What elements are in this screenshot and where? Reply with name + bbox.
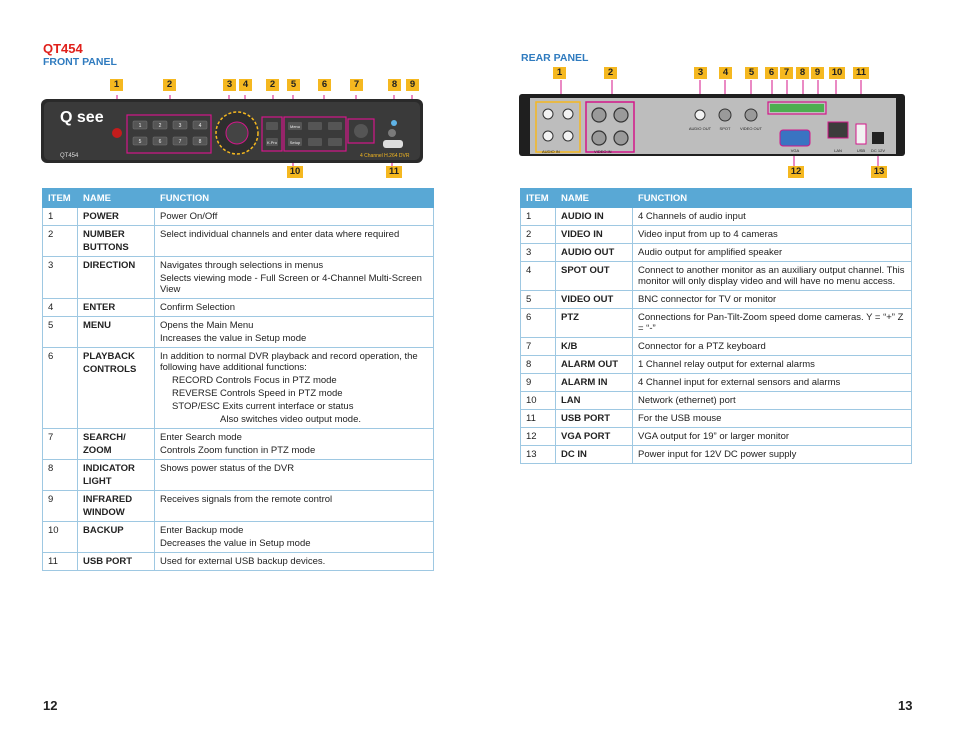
function-text: Audio output for amplified speaker [638, 247, 783, 258]
item-cell: 8 [43, 460, 78, 491]
name-cell [78, 491, 155, 522]
name-text: AUDIO IN [561, 211, 604, 222]
function-cell [633, 244, 912, 262]
name-text: AUDIO OUT [561, 247, 615, 258]
name-text: LIGHT [83, 476, 112, 487]
name-cell [556, 356, 633, 374]
callout: 2 [163, 79, 176, 91]
front-panel-diagram [40, 95, 424, 169]
function-cell [155, 257, 434, 299]
indicator-light [391, 120, 397, 126]
item-cell: 7 [521, 338, 556, 356]
callout: 11 [386, 166, 402, 178]
item-cell: 6 [43, 348, 78, 429]
callout: 3 [223, 79, 236, 91]
name-cell [556, 446, 633, 464]
item-cell: 12 [521, 428, 556, 446]
svg-text:AUDIO OUT: AUDIO OUT [688, 126, 712, 131]
item-cell: 9 [521, 374, 556, 392]
svg-text:1: 1 [138, 123, 142, 129]
function-text: 1 Channel relay output for external alarms [638, 359, 815, 370]
svg-text:Setup: Setup [289, 140, 301, 145]
function-text: Connections for Pan-Tilt-Zoom speed dome cameras. Y = “+” Z = “-” [638, 312, 904, 334]
table-row [43, 317, 434, 348]
function-text: Power input for 12V DC power supply [638, 449, 797, 460]
name-cell [78, 317, 155, 348]
function-cell [633, 309, 912, 338]
function-cell [155, 317, 434, 348]
function-text: Shows power status of the DVR [160, 463, 295, 474]
item-cell: 4 [521, 262, 556, 291]
table-row [521, 410, 912, 428]
callout: 7 [780, 67, 793, 79]
name-cell [556, 262, 633, 291]
table-row [43, 299, 434, 317]
name-text: MENU [83, 320, 111, 331]
callout: 11 [853, 67, 869, 79]
function-text: Enter Search mode [160, 432, 242, 443]
name-cell [78, 348, 155, 429]
function-cell [155, 226, 434, 257]
model-title: QT454 [43, 41, 83, 56]
function-text: Connect to another monitor as an auxiliary output channel. This monitor will only display video and will have no menu access. [638, 265, 905, 287]
item-cell: 6 [521, 309, 556, 338]
name-text: NUMBER [83, 229, 125, 240]
function-cell [155, 348, 434, 429]
svg-text:DC 12V: DC 12V [870, 148, 886, 153]
callout: 9 [406, 79, 419, 91]
table-row [43, 553, 434, 571]
item-cell: 2 [521, 226, 556, 244]
callout: 12 [788, 166, 804, 178]
header-name: NAME [78, 189, 155, 208]
callout: 3 [694, 67, 707, 79]
svg-text:7: 7 [178, 139, 182, 145]
function-text: Confirm Selection [160, 302, 235, 313]
table-row [521, 428, 912, 446]
name-text: ALARM IN [561, 377, 608, 388]
name-cell [556, 374, 633, 392]
table-row [521, 392, 912, 410]
svg-text:VIDEO OUT: VIDEO OUT [739, 126, 763, 131]
function-text: Power On/Off [160, 211, 218, 222]
name-text: K/B [561, 341, 578, 352]
name-cell [78, 429, 155, 460]
name-cell [78, 460, 155, 491]
svg-text:2: 2 [158, 123, 162, 129]
function-text: BNC connector for TV or monitor [638, 294, 777, 305]
function-text: 4 Channels of audio input [638, 211, 746, 222]
function-cell [633, 356, 912, 374]
item-cell: 10 [521, 392, 556, 410]
function-text: Video input from up to 4 cameras [638, 229, 778, 240]
svg-text:8: 8 [198, 139, 202, 145]
function-text: RECORD Controls Focus in PTZ mode [172, 375, 337, 386]
function-cell [155, 491, 434, 522]
svg-text:VGA: VGA [790, 148, 800, 153]
name-text: DIRECTION [83, 260, 136, 271]
svg-text:AUDIO IN: AUDIO IN [542, 149, 560, 154]
function-text: VGA output for 19” or larger monitor [638, 431, 790, 442]
svg-text:Menu: Menu [289, 124, 301, 129]
function-text: Navigates through selections in menus [160, 260, 324, 271]
table-row [521, 338, 912, 356]
svg-text:3: 3 [178, 123, 182, 129]
name-text: ZOOM [83, 445, 112, 456]
infrared-window [388, 129, 396, 137]
table-row [43, 429, 434, 460]
page-number: 12 [43, 698, 58, 713]
function-cell [155, 208, 434, 226]
function-cell [633, 410, 912, 428]
function-text: Controls Zoom function in PTZ mode [160, 445, 316, 456]
function-cell [633, 374, 912, 392]
function-text: Decreases the value in Setup mode [160, 538, 311, 549]
item-cell: 3 [43, 257, 78, 299]
table-row [521, 208, 912, 226]
table-row [521, 309, 912, 338]
table-row [43, 348, 434, 429]
function-cell [155, 522, 434, 553]
name-text: BACKUP [83, 525, 124, 536]
name-text: LAN [561, 395, 581, 406]
function-cell [633, 262, 912, 291]
item-cell: 11 [521, 410, 556, 428]
svg-text:VIDEO IN: VIDEO IN [594, 149, 612, 154]
table-row [43, 522, 434, 553]
name-cell [78, 522, 155, 553]
name-cell [556, 291, 633, 309]
header-item: ITEM [521, 189, 556, 208]
function-text: Enter Backup mode [160, 525, 244, 536]
svg-text:5: 5 [138, 139, 142, 145]
function-cell [155, 553, 434, 571]
function-text: Selects viewing mode - Full Screen or 4-Channel Multi-Screen View [160, 273, 422, 295]
function-cell [633, 226, 912, 244]
function-text: Receives signals from the remote control [160, 494, 333, 505]
search-button[interactable] [354, 124, 368, 138]
name-cell [78, 299, 155, 317]
callout: 4 [239, 79, 252, 91]
function-cell [633, 428, 912, 446]
function-cell [633, 338, 912, 356]
table-row [43, 226, 434, 257]
name-cell [556, 226, 633, 244]
item-cell: 1 [43, 208, 78, 226]
item-cell: 5 [43, 317, 78, 348]
svg-text:4: 4 [198, 123, 202, 129]
function-cell [633, 446, 912, 464]
name-text: POWER [83, 211, 119, 222]
item-cell: 13 [521, 446, 556, 464]
item-cell: 4 [43, 299, 78, 317]
callout: 7 [350, 79, 363, 91]
table-row [43, 257, 434, 299]
usb-port[interactable] [383, 140, 403, 148]
name-text: BUTTONS [83, 242, 129, 253]
function-text: 4 Channel input for external sensors and alarms [638, 377, 841, 388]
name-text: SEARCH/ [83, 432, 126, 443]
name-text: ALARM OUT [561, 359, 618, 370]
callout: 2 [604, 67, 617, 79]
function-cell [633, 208, 912, 226]
function-cell [633, 392, 912, 410]
name-text: PTZ [561, 312, 579, 323]
name-text: CONTROLS [83, 364, 137, 375]
item-cell: 8 [521, 356, 556, 374]
function-cell [155, 429, 434, 460]
name-text: SPOT OUT [561, 265, 610, 276]
name-cell [556, 410, 633, 428]
name-text: USB PORT [83, 556, 133, 567]
qsee-logo: Q see [60, 109, 104, 126]
function-text: STOP/ESC Exits current interface or status [172, 401, 354, 412]
callout: 5 [287, 79, 300, 91]
name-cell [78, 226, 155, 257]
callout: 8 [388, 79, 401, 91]
item-cell: 3 [521, 244, 556, 262]
name-cell [78, 553, 155, 571]
callout: 1 [110, 79, 123, 91]
table-row [521, 291, 912, 309]
name-text: PLAYBACK [83, 351, 135, 362]
function-cell [155, 299, 434, 317]
svg-text:SPOT: SPOT [719, 126, 731, 131]
table-row [43, 460, 434, 491]
name-cell [556, 309, 633, 338]
name-cell [556, 338, 633, 356]
callout: 8 [796, 67, 809, 79]
name-text: USB PORT [561, 413, 611, 424]
name-cell [78, 257, 155, 299]
item-cell: 1 [521, 208, 556, 226]
name-text: VIDEO IN [561, 229, 603, 240]
name-text: VIDEO OUT [561, 294, 614, 305]
svg-text:6: 6 [158, 139, 162, 145]
item-cell: 9 [43, 491, 78, 522]
page-number: 13 [898, 698, 913, 713]
function-cell [633, 291, 912, 309]
name-text: INDICATOR [83, 463, 135, 474]
function-text: REVERSE Controls Speed in PTZ mode [172, 388, 343, 399]
front-panel-table [42, 188, 434, 571]
callout: 9 [811, 67, 824, 79]
item-cell: 5 [521, 291, 556, 309]
callout: 1 [553, 67, 566, 79]
callout: 10 [287, 166, 303, 178]
item-cell: 2 [43, 226, 78, 257]
header-function: FUNCTION [155, 189, 434, 208]
svg-text:K.Pro: K.Pro [266, 140, 278, 145]
power-button[interactable] [112, 128, 122, 138]
function-text: Opens the Main Menu [160, 320, 254, 331]
rear-panel-heading: REAR PANEL [521, 52, 589, 64]
table-row [521, 244, 912, 262]
header-item: ITEM [43, 189, 78, 208]
table-row [521, 356, 912, 374]
callout: 4 [719, 67, 732, 79]
table-row [521, 226, 912, 244]
name-text: DC IN [561, 449, 587, 460]
rear-panel-diagram [518, 80, 906, 168]
name-cell [556, 208, 633, 226]
function-cell [155, 460, 434, 491]
header-name: NAME [556, 189, 633, 208]
name-cell [556, 392, 633, 410]
function-text: Increases the value in Setup mode [160, 333, 307, 344]
function-text: Select individual channels and enter data where required [160, 229, 400, 240]
function-text: Network (ethernet) port [638, 395, 736, 406]
front-panel-heading: FRONT PANEL [43, 56, 117, 68]
device-channel-label: 4 Channel H.264 DVR [360, 153, 410, 159]
name-text: INFRARED [83, 494, 133, 505]
table-row [521, 374, 912, 392]
name-cell [556, 244, 633, 262]
svg-text:LAN: LAN [834, 148, 842, 153]
callout: 6 [765, 67, 778, 79]
function-text: In addition to normal DVR playback and record operation, the following have additional functions: [160, 351, 418, 373]
name-text: VGA PORT [561, 431, 611, 442]
callout: 5 [745, 67, 758, 79]
table-row [521, 446, 912, 464]
svg-text:USB: USB [856, 148, 866, 153]
header-function: FUNCTION [633, 189, 912, 208]
function-text: For the USB mouse [638, 413, 722, 424]
callout: 2 [266, 79, 279, 91]
device-model-label: QT454 [60, 153, 79, 159]
table-row [521, 262, 912, 291]
item-cell: 11 [43, 553, 78, 571]
item-cell: 7 [43, 429, 78, 460]
name-text: WINDOW [83, 507, 125, 518]
table-row [43, 208, 434, 226]
table-row [43, 491, 434, 522]
callout: 6 [318, 79, 331, 91]
function-text: Used for external USB backup devices. [160, 556, 326, 567]
name-cell [556, 428, 633, 446]
callout: 13 [871, 166, 887, 178]
item-cell: 10 [43, 522, 78, 553]
function-text: Also switches video output mode. [220, 414, 361, 425]
rear-panel-table [520, 188, 912, 464]
name-text: ENTER [83, 302, 116, 313]
function-text: Connector for a PTZ keyboard [638, 341, 766, 352]
name-cell [78, 208, 155, 226]
callout: 10 [829, 67, 845, 79]
